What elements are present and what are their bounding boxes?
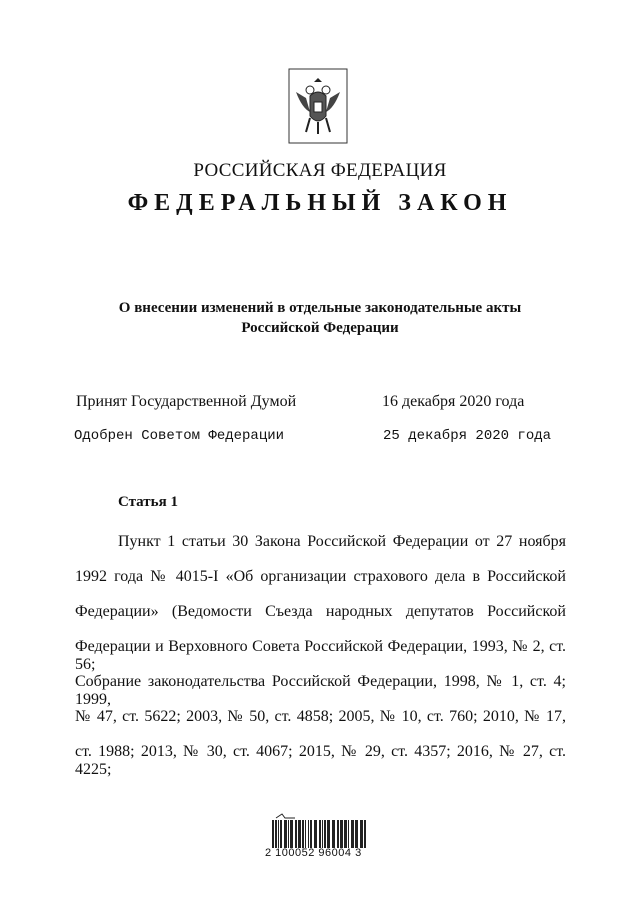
paragraph-line: Пункт 1 статьи 30 Закона Российской Федерации от 27 ноября: [118, 533, 566, 550]
adopted-date: 16 декабря 2020 года: [382, 393, 525, 410]
paragraph-line: № 47, ст. 5622; 2003, № 50, ст. 4858; 2005, № 10, ст. 760; 2010, № 17,: [75, 708, 566, 725]
adopted-label: Принят Государственной Думой: [76, 393, 297, 410]
coat-of-arms-emblem: [288, 68, 348, 144]
paragraph-line: Федерации и Верховного Совета Российской Федерации, 1993, № 2, ст. 56;: [75, 638, 566, 673]
law-title-line: О внесении изменений в отдельные законодательные акты: [118, 300, 522, 316]
law-title-line: Российской Федерации: [241, 320, 399, 336]
law-type-heading: ФЕДЕРАЛЬНЫЙ ЗАКОН: [127, 190, 513, 216]
article-heading: Статья 1: [118, 494, 178, 510]
barcode: [268, 812, 372, 852]
country-name: РОССИЙСКАЯ ФЕДЕРАЦИЯ: [193, 160, 447, 181]
approved-label: Одобрен Советом Федерации: [74, 428, 285, 444]
paragraph-line: Федерации» (Ведомости Съезда народных депутатов Российской: [75, 603, 566, 620]
law-title: [100, 298, 540, 338]
paragraph-line: ст. 1988; 2013, № 30, ст. 4067; 2015, № 29, ст. 4357; 2016, № 27, ст. 4225;: [75, 743, 566, 778]
paragraph-line: Собрание законодательства Российской Федерации, 1998, № 1, ст. 4; 1999,: [75, 673, 566, 708]
paragraph-line: 1992 года № 4015-I «Об организации страхового дела в Российской: [75, 568, 566, 585]
barcode-number: 2 100052 96004 3: [265, 847, 362, 859]
approved-date: 25 декабря 2020 года: [383, 428, 552, 444]
